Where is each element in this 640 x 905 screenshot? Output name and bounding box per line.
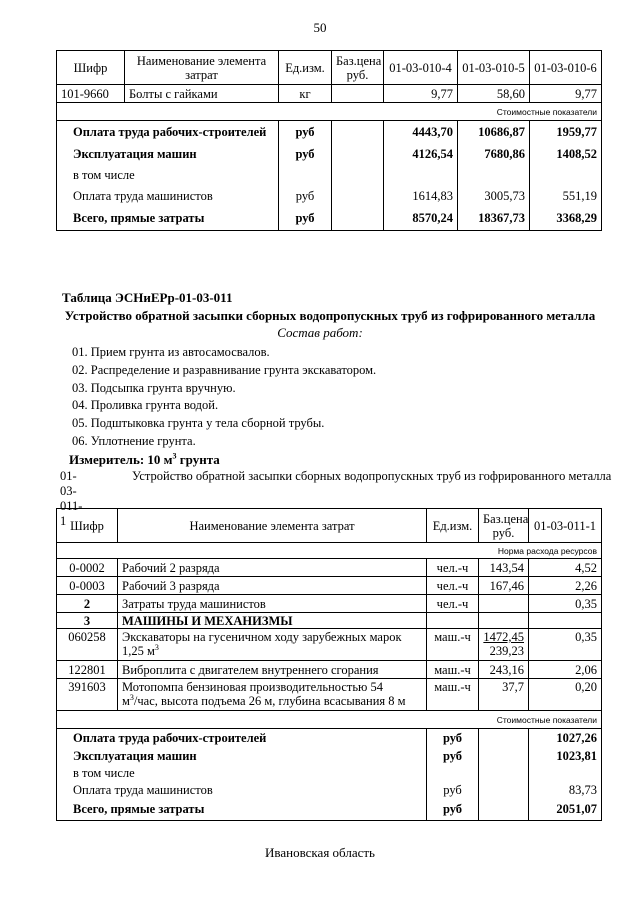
group-name: МАШИНЫ И МЕХАНИЗМЫ bbox=[118, 613, 427, 629]
row-code: 391603 bbox=[57, 679, 118, 711]
table-row bbox=[57, 679, 602, 711]
measure-suffix: грунта bbox=[176, 452, 220, 467]
cost-row bbox=[57, 799, 602, 821]
cost-price bbox=[332, 207, 384, 231]
cost-row bbox=[57, 207, 602, 231]
row-name: Виброплита с двигателем внутреннего сгорания bbox=[118, 661, 427, 679]
cost-row bbox=[57, 765, 602, 781]
table1-header-code: Шифр bbox=[57, 51, 125, 85]
row-unit: маш.-ч bbox=[427, 661, 479, 679]
row-value: 0,20 bbox=[529, 679, 602, 711]
row-unit: маш.-ч bbox=[427, 629, 479, 661]
row-unit: кг bbox=[279, 85, 332, 103]
list-item: 05. Подштыковка грунта у тела сборной трубы. bbox=[72, 416, 325, 431]
row-name-line2b: /час, высота подъема 26 м, глубина всасывания 8 м bbox=[133, 694, 406, 708]
cost-value-2: 7680,86 bbox=[458, 143, 530, 165]
row-name: Болты с гайками bbox=[125, 85, 279, 103]
cost-unit: руб bbox=[427, 781, 479, 799]
row-name-sup: 3 bbox=[154, 642, 159, 652]
row-price-1: 1472,45 bbox=[483, 630, 524, 644]
row-code: 0-0003 bbox=[57, 577, 118, 595]
cost-value-3: 551,19 bbox=[530, 185, 602, 207]
row-name-line1: Экскаваторы на гусеничном ходу зарубежных марок bbox=[122, 630, 402, 644]
cost-unit: руб bbox=[427, 747, 479, 765]
cost-value-1: 4126,54 bbox=[384, 143, 458, 165]
code-name: Устройство обратной засыпки сборных водопропускных труб из гофрированного металла bbox=[132, 469, 612, 483]
cost-row bbox=[57, 747, 602, 765]
row-price bbox=[332, 85, 384, 103]
code: 01-03-011-1 bbox=[60, 469, 83, 528]
row-name-line2 bbox=[122, 644, 422, 658]
cost-value: 1023,81 bbox=[529, 747, 602, 765]
cost-name: Оплата труда машинистов bbox=[57, 781, 427, 799]
row-value-2: 58,60 bbox=[458, 85, 530, 103]
row-code: 122801 bbox=[57, 661, 118, 679]
section-note-row bbox=[57, 711, 602, 729]
row-value: 4,52 bbox=[529, 559, 602, 577]
row-price: 143,54 bbox=[479, 559, 529, 577]
cost-value: 83,73 bbox=[529, 781, 602, 799]
row-code: 0-0002 bbox=[57, 559, 118, 577]
page-number: 50 bbox=[313, 20, 327, 35]
cost-name: Всего, прямые затраты bbox=[57, 207, 279, 231]
table-row bbox=[57, 661, 602, 679]
table1-header-col1: 01-03-010-4 bbox=[384, 51, 458, 85]
row-name-sup: 3 bbox=[129, 692, 134, 702]
row-value: 2,06 bbox=[529, 661, 602, 679]
cost-unit: руб bbox=[279, 185, 332, 207]
section-note-row bbox=[57, 103, 602, 121]
cost-value bbox=[529, 765, 602, 781]
cost-name: Эксплуатация машин bbox=[57, 747, 427, 765]
group-value bbox=[529, 613, 602, 629]
cost-price bbox=[479, 765, 529, 781]
row-value: 0,35 bbox=[529, 595, 602, 613]
table2-header-name: Наименование элемента затрат bbox=[118, 509, 427, 543]
cost-value-1: 1614,83 bbox=[384, 185, 458, 207]
row-name bbox=[118, 629, 427, 661]
cost-name: в том числе bbox=[57, 765, 427, 781]
table1-header-unit: Ед.изм. bbox=[279, 51, 332, 85]
cost-row bbox=[57, 143, 602, 165]
group-price bbox=[479, 613, 529, 629]
cost-row bbox=[57, 165, 602, 185]
row-value-3: 9,77 bbox=[530, 85, 602, 103]
works-title: Состав работ: bbox=[277, 325, 363, 340]
table1-header-price: Баз.цена руб. bbox=[332, 51, 384, 85]
row-name: Рабочий 2 разряда bbox=[118, 559, 427, 577]
list-item: 03. Подсыпка грунта вручную. bbox=[72, 380, 236, 395]
row-value: 2,26 bbox=[529, 577, 602, 595]
row-name-line2-text: 1,25 м bbox=[122, 644, 155, 658]
list-item: 06. Уплотнение грунта. bbox=[72, 433, 196, 448]
cost-value-1: 4443,70 bbox=[384, 121, 458, 143]
row-code: 101-9660 bbox=[57, 85, 125, 103]
cost-row bbox=[57, 121, 602, 143]
cost-unit bbox=[279, 165, 332, 185]
cost-value-1 bbox=[384, 165, 458, 185]
table-title: Таблица ЭСНиЕРр-01-03-011 bbox=[62, 290, 233, 305]
table2-header-row bbox=[57, 509, 602, 543]
cost-unit: руб bbox=[279, 121, 332, 143]
section-note: Стоимостные показатели bbox=[57, 103, 602, 121]
table-row bbox=[57, 85, 602, 103]
cost-unit bbox=[427, 765, 479, 781]
page-footer: Ивановская область bbox=[265, 845, 375, 860]
row-value: 0,35 bbox=[529, 629, 602, 661]
cost-value-2: 18367,73 bbox=[458, 207, 530, 231]
cost-name: Всего, прямые затраты bbox=[57, 799, 427, 821]
row-name: Затраты труда машинистов bbox=[118, 595, 427, 613]
table2-header-col1: 01-03-011-1 bbox=[529, 509, 602, 543]
cost-value-3: 1959,77 bbox=[530, 121, 602, 143]
row-price: 167,46 bbox=[479, 577, 529, 595]
norm-note: Норма расхода ресурсов bbox=[57, 543, 602, 559]
cost-price bbox=[479, 799, 529, 821]
cost-unit: руб bbox=[427, 729, 479, 747]
row-name-line2a: м bbox=[122, 694, 130, 708]
table2-header-code: Шифр bbox=[57, 509, 118, 543]
row-price bbox=[479, 595, 529, 613]
cost-name: Эксплуатация машин bbox=[57, 143, 279, 165]
cost-unit: руб bbox=[427, 799, 479, 821]
table1-header-col2: 01-03-010-5 bbox=[458, 51, 530, 85]
section-note: Стоимостные показатели bbox=[57, 711, 602, 729]
group-code: 3 bbox=[57, 613, 118, 629]
table1-header-name: Наименование элемента затрат bbox=[125, 51, 279, 85]
cost-row bbox=[57, 185, 602, 207]
cost-value-2: 10686,87 bbox=[458, 121, 530, 143]
row-code: 2 bbox=[57, 595, 118, 613]
cost-price bbox=[332, 165, 384, 185]
table-row bbox=[57, 595, 602, 613]
measure-prefix: Измеритель: 10 м bbox=[69, 452, 173, 467]
table2-header-unit: Ед.изм. bbox=[427, 509, 479, 543]
cost-value: 2051,07 bbox=[529, 799, 602, 821]
cost-name: в том числе bbox=[57, 165, 279, 185]
row-name: Рабочий 3 разряда bbox=[118, 577, 427, 595]
row-code: 060258 bbox=[57, 629, 118, 661]
cost-value-2: 3005,73 bbox=[458, 185, 530, 207]
cost-price bbox=[479, 781, 529, 799]
row-unit: чел.-ч bbox=[427, 559, 479, 577]
table2-header-price: Баз.цена руб. bbox=[479, 509, 529, 543]
cost-row bbox=[57, 729, 602, 747]
section-heading: Устройство обратной засыпки сборных водопропускных труб из гофрированного металла bbox=[64, 308, 596, 323]
cost-value-2 bbox=[458, 165, 530, 185]
cost-value-1: 8570,24 bbox=[384, 207, 458, 231]
cost-value-3: 3368,29 bbox=[530, 207, 602, 231]
row-unit: чел.-ч bbox=[427, 595, 479, 613]
works-list bbox=[72, 344, 376, 451]
cost-name: Оплата труда рабочих-строителей bbox=[57, 729, 427, 747]
cost-value: 1027,26 bbox=[529, 729, 602, 747]
group-row bbox=[57, 613, 602, 629]
norm-note-row bbox=[57, 543, 602, 559]
table-row bbox=[57, 629, 602, 661]
cost-price bbox=[332, 185, 384, 207]
measure-unit bbox=[69, 452, 220, 468]
row-price bbox=[479, 629, 529, 661]
cost-price bbox=[332, 121, 384, 143]
cost-name: Оплата труда машинистов bbox=[57, 185, 279, 207]
row-unit: маш.-ч bbox=[427, 679, 479, 711]
list-item: 04. Проливка грунта водой. bbox=[72, 398, 219, 413]
cost-row bbox=[57, 781, 602, 799]
row-price-2: 239,23 bbox=[489, 644, 524, 658]
measure-sup: 3 bbox=[172, 451, 177, 461]
table1-header-col3: 01-03-010-6 bbox=[530, 51, 602, 85]
cost-value-3: 1408,52 bbox=[530, 143, 602, 165]
row-name-line2 bbox=[122, 694, 422, 708]
resource-table-2 bbox=[56, 508, 602, 821]
row-value-1: 9,77 bbox=[384, 85, 458, 103]
resource-table-1 bbox=[56, 50, 602, 231]
row-price: 243,16 bbox=[479, 661, 529, 679]
list-item: 01. Прием грунта из автосамосвалов. bbox=[72, 345, 270, 359]
cost-value-3 bbox=[530, 165, 602, 185]
cost-price bbox=[332, 143, 384, 165]
cost-name: Оплата труда рабочих-строителей bbox=[57, 121, 279, 143]
table1-header-row bbox=[57, 51, 602, 85]
table-row bbox=[57, 559, 602, 577]
row-price: 37,7 bbox=[479, 679, 529, 711]
row-unit: чел.-ч bbox=[427, 577, 479, 595]
group-unit bbox=[427, 613, 479, 629]
list-item: 02. Распределение и разравнивание грунта экскаватором. bbox=[72, 362, 377, 377]
cost-price bbox=[479, 747, 529, 765]
row-name bbox=[118, 679, 427, 711]
cost-unit: руб bbox=[279, 207, 332, 231]
cost-unit: руб bbox=[279, 143, 332, 165]
cost-price bbox=[479, 729, 529, 747]
table-row bbox=[57, 577, 602, 595]
row-name-line1: Мотопомпа бензиновая производительностью 54 bbox=[122, 680, 384, 694]
